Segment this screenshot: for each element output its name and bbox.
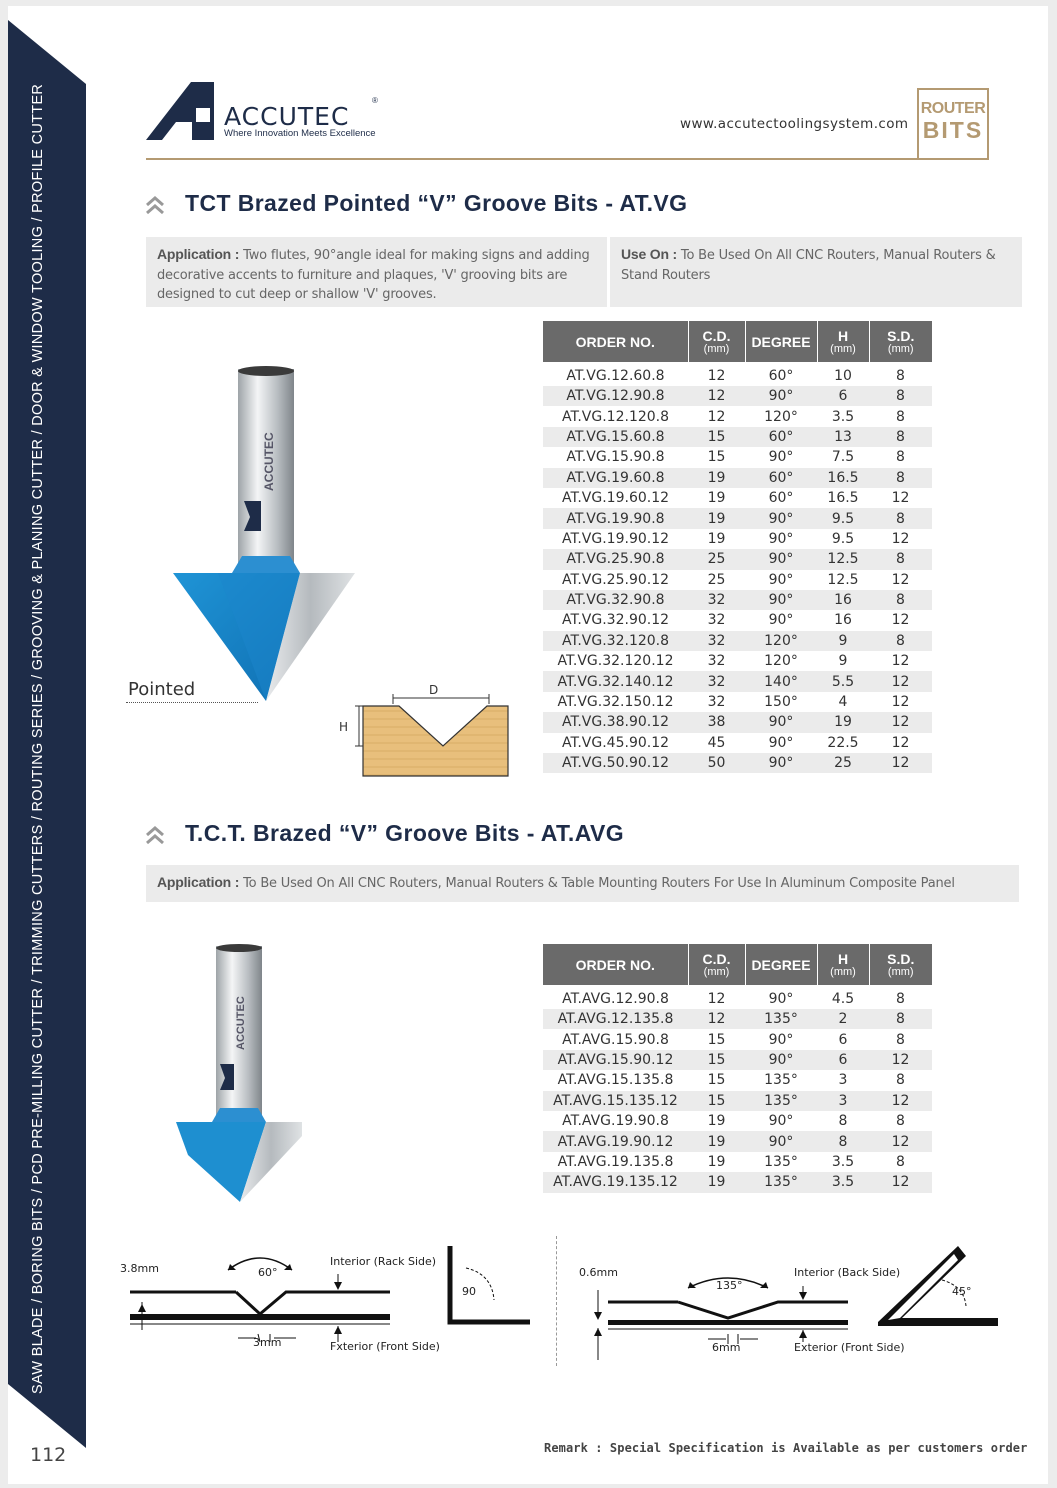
col-order-no: ORDER NO. (543, 944, 688, 985)
table-row (543, 631, 932, 651)
application-label: Application : (157, 874, 240, 890)
sd-cell: 8 (896, 1153, 905, 1170)
sd-cell: 12 (869, 753, 932, 773)
shank-brand-text: ACCUTEC (262, 432, 276, 491)
dimension-d-label: D (429, 683, 439, 697)
order-no-cell: AT.VG.45.90.12 (561, 734, 670, 751)
cd-cell: 32 (707, 612, 726, 629)
table-row (543, 549, 932, 569)
cd-cell: 19 (707, 1153, 726, 1170)
application-text: To Be Used On All CNC Routers, Manual Routers & Table Mounting Routers For Use In Aluminum Composite Panel (243, 876, 955, 891)
h-cell: 4.5 (831, 991, 855, 1007)
sd-cell: 12 (891, 694, 910, 711)
table-row (543, 1152, 932, 1172)
interior-label: Interior (Back Side) (794, 1266, 901, 1279)
sd-cell: 8 (869, 386, 932, 406)
degree-cell: 60° (745, 468, 817, 488)
use-on-label: Use On : (621, 246, 677, 262)
cd-cell: 19 (688, 508, 745, 528)
degree-cell: 90° (768, 612, 794, 629)
order-no-cell: AT.VG.32.120.8 (543, 631, 688, 651)
cd-cell: 32 (688, 631, 745, 651)
order-no-cell: AT.VG.12.60.8 (566, 368, 665, 384)
cd-cell: 15 (688, 427, 745, 447)
order-no-cell: AT.AVG.19.135.8 (557, 1153, 674, 1170)
order-no-cell: AT.VG.38.90.12 (543, 712, 688, 732)
cd-cell: 15 (707, 1031, 726, 1048)
dimension-h-label: H (339, 720, 349, 734)
sd-cell: 8 (896, 1031, 905, 1048)
cd-cell: 15 (688, 1050, 745, 1070)
h-cell: 6 (817, 386, 869, 406)
order-no-cell: AT.AVG.15.90.12 (543, 1050, 688, 1070)
order-no-cell: AT.AVG.19.90.12 (543, 1131, 688, 1151)
table-header-row (543, 944, 932, 985)
h-cell: 10 (834, 368, 852, 384)
order-no-cell: AT.VG.25.90.12 (561, 571, 670, 588)
degree-cell: 90° (768, 571, 794, 588)
h-cell: 4 (838, 694, 848, 711)
degree-cell: 150° (764, 694, 798, 711)
table-row (543, 692, 932, 712)
table-row (543, 610, 932, 630)
degree-cell: 60° (768, 368, 794, 384)
thickness-label: 3.8mm (120, 1262, 159, 1275)
table-row (543, 508, 932, 528)
cd-cell: 32 (707, 653, 726, 670)
degree-cell: 90° (745, 590, 817, 610)
sd-cell: 12 (891, 612, 910, 629)
sd-cell: 12 (891, 734, 910, 751)
sd-cell: 12 (869, 1172, 932, 1192)
table-row (543, 488, 932, 508)
cd-cell: 25 (707, 571, 726, 588)
sd-cell: 8 (869, 508, 932, 528)
section1-use-on-box (610, 237, 1022, 307)
gap-label: 3mm (253, 1336, 282, 1349)
cd-cell: 19 (707, 1113, 726, 1130)
degree-cell: 60° (745, 427, 817, 447)
cd-cell: 19 (707, 490, 726, 507)
section2-application-box (146, 865, 1019, 902)
table-row (543, 406, 932, 426)
col-degree: DEGREE (745, 321, 817, 362)
at-avg-table-body (543, 985, 932, 1193)
h-cell: 8 (817, 1131, 869, 1151)
h-cell: 9 (838, 653, 848, 670)
cd-cell: 32 (707, 694, 726, 711)
col-cd: C.D. (mm) (688, 944, 745, 985)
cd-cell: 19 (688, 1131, 745, 1151)
table-row (543, 671, 932, 691)
order-no-cell: AT.VG.15.90.8 (566, 449, 665, 466)
brand-tagline: Where Innovation Meets Excellence (224, 128, 376, 139)
degree-cell: 135° (764, 1072, 798, 1089)
h-cell: 19 (817, 712, 869, 732)
degree-cell: 90° (745, 712, 817, 732)
order-no-cell: AT.VG.25.90.8 (543, 549, 688, 569)
registered-mark: ® (372, 96, 378, 105)
at-avg-spec-table (543, 944, 932, 1193)
h-cell: 16 (834, 612, 852, 629)
degree-cell: 120° (764, 408, 798, 425)
cd-cell: 32 (688, 590, 745, 610)
use-on-text: To Be Used On All CNC Routers, Manual Routers & Stand Routers (621, 248, 996, 283)
v-groove-wood-diagram (336, 684, 516, 780)
order-no-cell: AT.AVG.19.135.12 (543, 1172, 688, 1192)
cd-cell: 15 (707, 449, 726, 466)
sd-cell: 8 (896, 368, 905, 384)
order-no-cell: AT.VG.12.90.8 (543, 386, 688, 406)
sd-cell: 12 (869, 1050, 932, 1070)
order-no-cell: AT.VG.19.90.12 (561, 530, 670, 547)
degree-cell: 120° (745, 631, 817, 651)
h-cell: 9.5 (831, 530, 855, 547)
at-vg-table-body (543, 362, 932, 773)
double-chevron-up-icon (144, 824, 166, 846)
sd-cell: 8 (896, 1113, 905, 1130)
h-cell: 12.5 (817, 549, 869, 569)
order-no-cell: AT.AVG.19.90.8 (562, 1113, 669, 1130)
brand-name: ACCUTEC (224, 102, 350, 131)
table-row (543, 1111, 932, 1131)
table-row (543, 1029, 932, 1049)
cd-cell: 25 (688, 549, 745, 569)
order-no-cell: AT.VG.19.90.8 (543, 508, 688, 528)
h-cell: 3 (817, 1091, 869, 1111)
order-no-cell: AT.VG.32.90.8 (543, 590, 688, 610)
h-cell: 13 (817, 427, 869, 447)
degree-cell: 140° (745, 671, 817, 691)
h-cell: 9.5 (817, 508, 869, 528)
sd-cell: 8 (869, 468, 932, 488)
order-no-cell: AT.VG.12.120.8 (561, 408, 670, 425)
order-no-cell: AT.VG.50.90.12 (543, 753, 688, 773)
degree-cell: 135° (745, 1091, 817, 1111)
table-row (543, 427, 932, 447)
double-chevron-up-icon (144, 194, 166, 216)
sd-cell: 12 (891, 571, 910, 588)
panel-folding-diagram-135 (578, 1234, 998, 1364)
pointed-leader-line (126, 702, 258, 703)
table-row (543, 985, 932, 1009)
application-text: Two flutes, 90°angle ideal for making signs and adding decorative accents to furniture and plaques, 'V' grooving bits are designed to cut deep or shallow 'V' grooves. (157, 248, 590, 302)
section1-title: TCT Brazed Pointed “V” Groove Bits - AT.VG (185, 190, 688, 216)
cd-cell: 19 (688, 468, 745, 488)
h-cell: 8 (838, 1113, 848, 1130)
pointed-v-bit-image (158, 361, 358, 706)
cd-cell: 45 (707, 734, 726, 751)
sd-cell: 8 (869, 1009, 932, 1029)
degree-cell: 90° (768, 1113, 794, 1130)
badge-line2: BITS (922, 117, 984, 143)
h-cell: 16.5 (817, 468, 869, 488)
degree-cell: 60° (768, 490, 794, 507)
cd-cell: 12 (707, 368, 726, 384)
diagram-divider (556, 1236, 557, 1366)
page-number: 112 (30, 1444, 67, 1466)
h-cell: 12.5 (827, 571, 859, 588)
table-row (543, 468, 932, 488)
col-sd: S.D. (mm) (869, 944, 932, 985)
order-no-cell: AT.VG.32.120.12 (557, 653, 674, 670)
catalog-page (8, 6, 1048, 1484)
cd-cell: 50 (688, 753, 745, 773)
degree-cell: 90° (768, 449, 794, 466)
cd-cell: 38 (688, 712, 745, 732)
sd-cell: 8 (869, 631, 932, 651)
order-no-cell: AT.AVG.15.90.8 (562, 1031, 669, 1048)
order-no-cell: AT.VG.32.90.12 (561, 612, 670, 629)
sd-cell: 8 (869, 427, 932, 447)
order-no-cell: AT.AVG.12.135.8 (543, 1009, 688, 1029)
table-row (543, 1091, 932, 1111)
sd-cell: 12 (869, 671, 932, 691)
h-cell: 16 (817, 590, 869, 610)
order-no-cell: AT.AVG.12.90.8 (562, 991, 669, 1007)
website-link[interactable]: www.accutectoolingsystem.com (680, 116, 909, 132)
remark-text: Remark : Special Specification is Available as per customers order (544, 1441, 1028, 1455)
sd-cell: 8 (869, 590, 932, 610)
table-row (543, 386, 932, 406)
sd-cell: 8 (896, 408, 905, 425)
h-cell: 5.5 (817, 671, 869, 691)
sd-cell: 8 (896, 991, 905, 1007)
cd-cell: 19 (688, 1172, 745, 1192)
table-row (543, 447, 932, 467)
table-row (543, 1172, 932, 1192)
order-no-cell: AT.VG.19.60.12 (561, 490, 670, 507)
col-h: H (mm) (817, 944, 869, 985)
table-row (543, 1050, 932, 1070)
h-cell: 6 (838, 1031, 848, 1048)
v-groove-bit-image (168, 940, 308, 1208)
sd-cell: 12 (891, 490, 910, 507)
header-divider (146, 158, 918, 160)
h-cell: 3 (838, 1072, 848, 1089)
category-badge (917, 88, 989, 160)
h-cell: 16.5 (827, 490, 859, 507)
cd-cell: 32 (688, 671, 745, 691)
table-row (543, 712, 932, 732)
sd-cell: 12 (891, 653, 910, 670)
sidebar-band-shape (8, 6, 88, 1484)
degree-cell: 90° (745, 508, 817, 528)
degree-cell: 90° (745, 1131, 817, 1151)
col-order-no: ORDER NO. (543, 321, 688, 362)
sd-cell: 12 (869, 1091, 932, 1111)
fold-angle-label: 90 (462, 1285, 476, 1298)
degree-cell: 135° (745, 1172, 817, 1192)
degree-cell: 120° (764, 653, 798, 670)
cd-cell: 15 (707, 1072, 726, 1089)
cd-cell: 12 (707, 408, 726, 425)
h-cell: 6 (817, 1050, 869, 1070)
h-cell: 7.5 (831, 449, 855, 466)
sd-cell: 8 (869, 549, 932, 569)
section1-application-box (146, 237, 607, 307)
order-no-cell: AT.AVG.15.135.8 (557, 1072, 674, 1089)
table-row (543, 362, 932, 386)
degree-cell: 135° (745, 1009, 817, 1029)
interior-label: Interior (Rack Side) (330, 1255, 437, 1268)
table-row (543, 529, 932, 549)
badge-line1: ROUTER (920, 100, 986, 117)
degree-cell: 90° (768, 530, 794, 547)
col-sd: S.D. (mm) (869, 321, 932, 362)
degree-cell: 90° (768, 991, 794, 1007)
degree-cell: 90° (745, 753, 817, 773)
cd-cell: 19 (707, 530, 726, 547)
col-h: H (mm) (817, 321, 869, 362)
pointed-label: Pointed (128, 679, 196, 700)
table-row (543, 733, 932, 753)
shank-brand-text: ACCUTEC (235, 996, 247, 1050)
table-row (543, 753, 932, 773)
at-vg-spec-table (543, 321, 932, 773)
sd-cell: 12 (891, 530, 910, 547)
cd-cell: 12 (707, 991, 726, 1007)
sd-cell: 12 (869, 712, 932, 732)
exterior-label: Exterior (Front Side) (794, 1341, 905, 1354)
sd-cell: 12 (869, 1131, 932, 1151)
table-row (543, 1131, 932, 1151)
degree-cell: 135° (764, 1153, 798, 1170)
order-no-cell: AT.VG.19.60.8 (543, 468, 688, 488)
order-no-cell: AT.VG.32.140.12 (543, 671, 688, 691)
table-row (543, 570, 932, 590)
h-cell: 3.5 (831, 408, 855, 425)
h-cell: 22.5 (827, 734, 859, 751)
cd-cell: 15 (688, 1091, 745, 1111)
category-sidebar (8, 6, 88, 1484)
application-label: Application : (157, 246, 240, 262)
h-cell: 3.5 (817, 1172, 869, 1192)
gap-label: 6mm (712, 1341, 741, 1354)
angle-label: 60° (258, 1266, 278, 1279)
table-header-row (543, 321, 932, 362)
degree-cell: 90° (768, 1031, 794, 1048)
degree-cell: 90° (745, 386, 817, 406)
thickness-label: 0.6mm (579, 1266, 618, 1279)
order-no-cell: AT.VG.15.60.8 (543, 427, 688, 447)
sd-cell: 8 (896, 1072, 905, 1089)
cd-cell: 12 (688, 1009, 745, 1029)
h-cell: 2 (817, 1009, 869, 1029)
col-degree: DEGREE (745, 944, 817, 985)
h-cell: 3.5 (831, 1153, 855, 1170)
table-row (543, 1009, 932, 1029)
h-cell: 9 (817, 631, 869, 651)
degree-cell: 90° (745, 1050, 817, 1070)
degree-cell: 90° (768, 734, 794, 751)
cd-cell: 12 (688, 386, 745, 406)
sd-cell: 8 (896, 449, 905, 466)
col-cd: C.D. (mm) (688, 321, 745, 362)
section2-title: T.C.T. Brazed “V” Groove Bits - AT.AVG (185, 820, 625, 846)
table-row (543, 590, 932, 610)
degree-cell: 90° (745, 549, 817, 569)
order-no-cell: AT.VG.32.150.12 (557, 694, 674, 711)
sidebar-category-text: SAW BLADE / BORING BITS / PCD PRE-MILLING CUTTER / TRIMMING CUTTERS / ROUTING SERIES / GROOVING & PLANING CUTTER / DOOR & WINDOW TOOLING / PROFILE CUTTER (30, 83, 46, 1394)
table-row (543, 651, 932, 671)
exterior-label: Fxterior (Front Side) (330, 1340, 440, 1353)
fold-angle-label: 45° (952, 1285, 972, 1298)
table-row (543, 1070, 932, 1090)
order-no-cell: AT.AVG.15.135.12 (543, 1091, 688, 1111)
h-cell: 25 (817, 753, 869, 773)
angle-label: 135° (716, 1279, 743, 1292)
